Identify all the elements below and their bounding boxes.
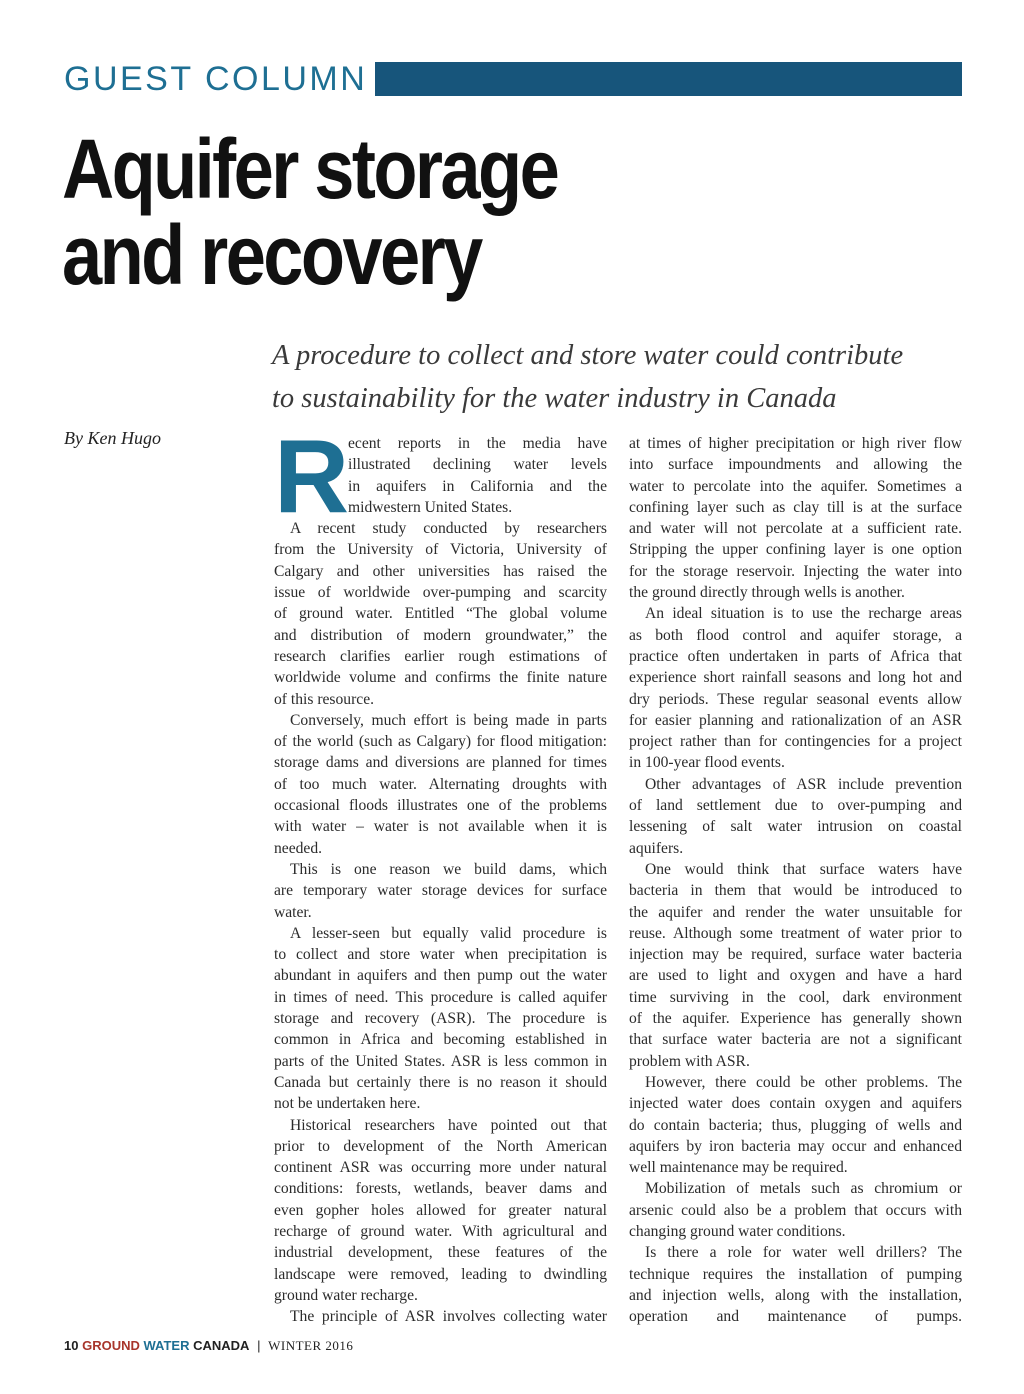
text-line: arsenic could also be a problem that occurs with: [629, 1201, 962, 1219]
headline-line-2: and recovery: [62, 208, 481, 302]
text-line: lessening of salt water intrusion on coastal: [629, 818, 962, 836]
text-line: experience short rainfall seasons and long hot and: [629, 669, 962, 687]
text-line: water.: [274, 903, 312, 921]
text-line: issue of worldwide over-pumping and scarcity: [274, 584, 607, 602]
text-line: the ground directly through wells is another.: [629, 584, 905, 602]
text-line: for easier planning and rationalization of an ASR: [629, 711, 962, 729]
article-column-right: [629, 433, 962, 1327]
text-line: Stripping the upper confining layer is one option: [629, 541, 962, 559]
text-line: that surface water bacteria are not a significant: [629, 1031, 962, 1049]
text-line: at times of higher precipitation or high river flow: [629, 435, 962, 452]
text-line: with water – water is not available when it is: [274, 818, 607, 836]
text-line: to collect and store water when precipitation is: [274, 946, 607, 964]
text-line: Canada but certainly there is no reason it should: [274, 1073, 607, 1091]
section-label: GUEST COLUMN: [64, 60, 368, 98]
text-line: not be undertaken here.: [274, 1095, 421, 1113]
text-line: time surviving in the cool, dark environment: [629, 988, 962, 1006]
text-line: abundant in aquifers and then pump out the water: [274, 967, 607, 985]
text-line: dry periods. These regular seasonal events allow: [629, 690, 962, 708]
text-line: A recent study conducted by researchers: [290, 520, 607, 538]
text-line: prior to development of the North American: [274, 1137, 607, 1155]
page-footer: [64, 1338, 353, 1354]
text-line: One would think that surface waters have: [645, 860, 962, 878]
text-line: needed.: [274, 839, 323, 857]
text-line: Is there a role for water well drillers? The: [645, 1244, 962, 1262]
text-line: Conversely, much effort is being made in parts: [290, 711, 607, 729]
drop-cap: R: [274, 419, 350, 535]
text-line: changing ground water conditions.: [629, 1222, 846, 1240]
text-line: into surface impoundments and allowing the: [629, 456, 962, 474]
text-line: illustrated declining water levels: [348, 456, 607, 474]
text-line: project rather than for contingencies for a project: [629, 733, 962, 751]
section-bar: [375, 62, 962, 96]
text-line: operation and maintenance of pumps.: [629, 1308, 962, 1326]
text-line: recharge of ground water. With agricultural and: [274, 1222, 607, 1240]
headline-line-1: Aquifer storage: [62, 122, 558, 216]
text-line: industrial development, these features of the: [274, 1244, 607, 1262]
text-line: of this resource.: [274, 690, 375, 708]
text-line: of ground water. Entitled “The global volume: [274, 605, 607, 623]
text-line: storage and recovery (ASR). The procedure is: [274, 1010, 607, 1028]
text-line: aquifers by iron bacteria may occur and enhanced: [629, 1137, 962, 1155]
text-line: continent ASR was occurring more under natural: [274, 1159, 607, 1177]
text-line: An ideal situation is to use the recharge areas: [645, 605, 962, 623]
text-line: landscape were removed, leading to dwindling: [274, 1265, 607, 1283]
text-line: the aquifer and render the water unsuitable for: [629, 903, 962, 921]
text-line: aquifers.: [629, 839, 684, 857]
text-line: ground water recharge.: [274, 1286, 418, 1304]
text-line: Calgary and other universities has raised the: [274, 562, 607, 580]
text-line: worldwide volume and confirms the finite nature: [274, 669, 607, 687]
text-line: well maintenance may be required.: [629, 1159, 848, 1177]
text-line: in aquifers in California and the: [348, 477, 607, 495]
text-line: Mobilization of metals such as chromium or: [645, 1180, 962, 1198]
text-line: water to percolate into the aquifer. Sometimes a: [629, 477, 962, 495]
text-line: research clarifies earlier rough estimations of: [274, 647, 607, 665]
text-line: problem with ASR.: [629, 1052, 750, 1070]
text-line: of too much water. Alternating droughts with: [274, 775, 607, 793]
text-line: in 100-year flood events.: [629, 754, 785, 772]
text-line: bacteria in them that would be introduced to: [629, 882, 962, 900]
text-line: are used to light and oxygen and have a hard: [629, 967, 962, 985]
text-line: of the world (such as Calgary) for flood mitigation:: [274, 733, 607, 751]
deck-line-2: to sustainability for the water industry in Canada: [272, 383, 837, 414]
text-line: injection may be required, surface water bacteria: [629, 946, 962, 964]
text-line: in times of need. This procedure is called aquifer: [274, 988, 607, 1006]
text-line: for the storage reservoir. Injecting the water into: [629, 562, 962, 580]
article-column-left: [274, 419, 607, 1327]
text-line: confining layer such as clay till is at the surface: [629, 498, 962, 516]
magazine-name-part-1: GROUND: [82, 1338, 140, 1353]
text-line: even gopher holes allowed for greater natural: [274, 1201, 607, 1219]
text-line: Other advantages of ASR include prevention: [645, 775, 962, 793]
issue-label: WINTER 2016: [268, 1338, 354, 1353]
text-line: and injection wells, along with the installation,: [629, 1286, 962, 1304]
text-line: and water will not percolate at a sufficient rate.: [629, 520, 962, 538]
text-line: This is one reason we build dams, which: [290, 860, 607, 878]
text-line: are temporary water storage devices for surface: [274, 882, 607, 900]
text-line: parts of the United States. ASR is less common in: [274, 1052, 607, 1070]
headline: [62, 122, 558, 302]
text-line: do contain bacteria; thus, plugging of wells and: [629, 1116, 962, 1134]
text-line: Historical researchers have pointed out that: [290, 1116, 607, 1134]
text-line: A lesser-seen but equally valid procedure is: [290, 924, 607, 942]
text-line: storage dams and diversions are planned for times: [274, 754, 607, 772]
text-line: However, there could be other problems. The: [645, 1073, 962, 1091]
text-line: reuse. Although some treatment of water prior to: [629, 924, 962, 942]
text-line: and distribution of modern groundwater,” the: [274, 626, 607, 644]
text-line: from the University of Victoria, University of: [274, 541, 607, 559]
deck-line-1: A procedure to collect and store water could contribute: [272, 340, 904, 371]
text-line: The principle of ASR involves collecting water: [290, 1308, 607, 1326]
text-line: conditions: forests, wetlands, beaver dams and: [274, 1180, 607, 1198]
text-line: injected water does contain oxygen and aquifers: [629, 1095, 962, 1113]
magazine-name-part-3: CANADA: [193, 1338, 250, 1353]
footer-separator: |: [257, 1338, 261, 1353]
text-line: occasional floods illustrates one of the problems: [274, 797, 607, 815]
text-line: midwestern United States.: [348, 498, 513, 516]
text-line: as both flood control and aquifer storage, a: [629, 626, 962, 644]
text-line: of the aquifer. Experience has generally shown: [629, 1010, 962, 1028]
text-line: technique requires the installation of pumping: [629, 1265, 962, 1283]
text-line: ecent reports in the media have: [348, 435, 607, 452]
text-line: practice often undertaken in parts of Africa that: [629, 647, 962, 665]
text-line: of land settlement due to over-pumping and: [629, 797, 962, 815]
text-line: common in Africa and becoming established in: [274, 1031, 607, 1049]
deck: [272, 334, 972, 420]
magazine-name-part-2: WATER: [143, 1338, 190, 1353]
page-number: 10: [64, 1338, 79, 1353]
byline: By Ken Hugo: [64, 428, 161, 448]
section-header: [64, 58, 962, 100]
